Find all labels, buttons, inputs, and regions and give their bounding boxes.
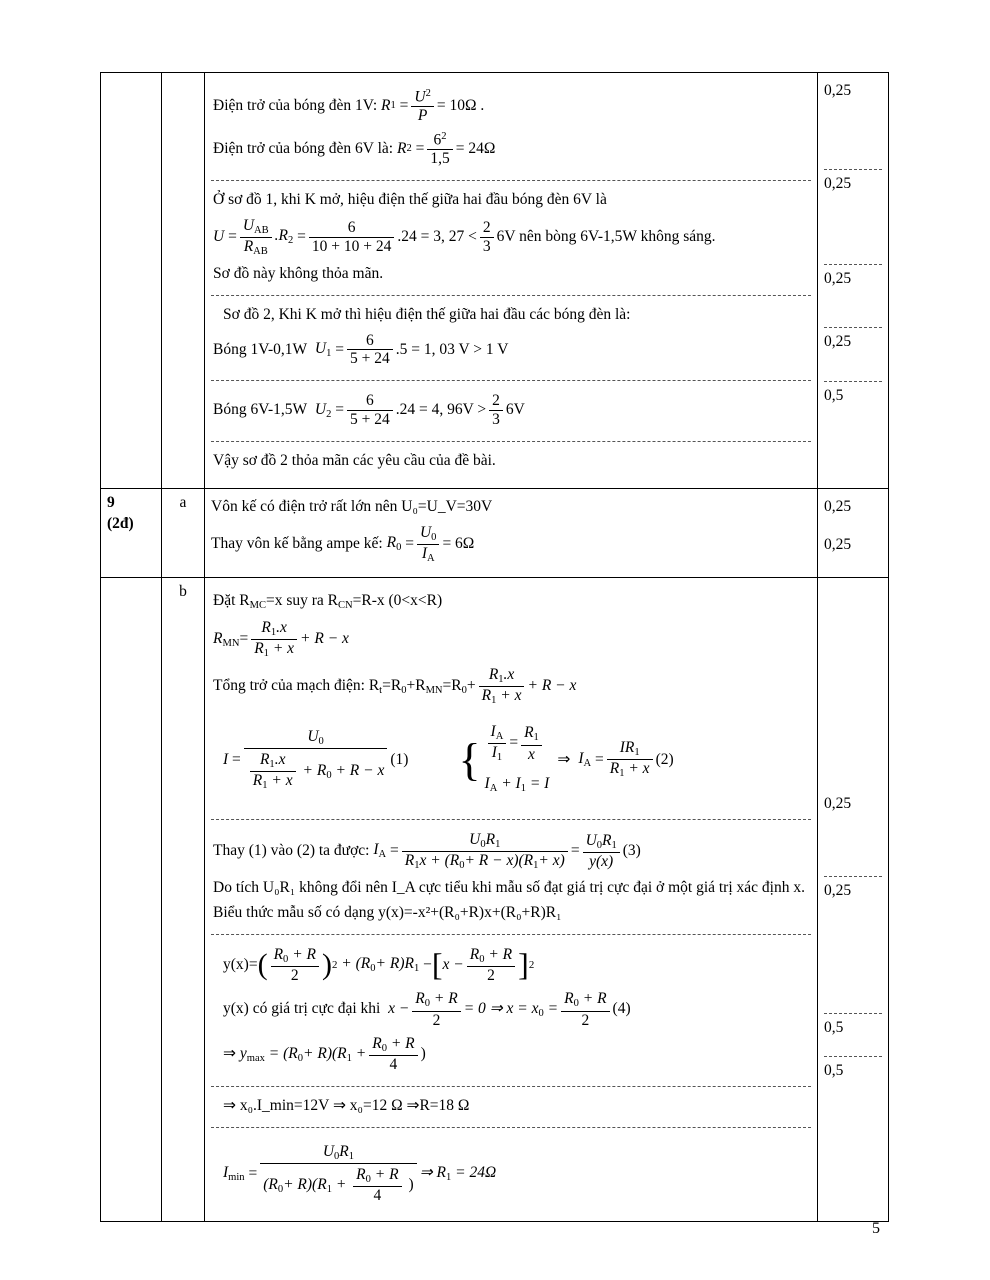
implies-arrow-b: ⇒: [223, 1045, 236, 1063]
nested-fraction: $\frac{R_1.x}{R_1 + x}$: [250, 751, 296, 792]
score-value: 0,25: [824, 535, 852, 553]
equals-1: =: [228, 227, 237, 245]
substitute-text: Thay (1) vào (2) ta được:: [213, 841, 370, 859]
ia-plus-i1: $I_A + I_1 = I$: [484, 775, 550, 795]
ia-expression-fraction: $\frac{IR_1}{R_1 + x}$: [607, 739, 653, 780]
r2-denominator: 1,5: [430, 149, 450, 167]
score-cell-9a: [818, 488, 889, 577]
equals: =: [248, 1164, 258, 1182]
page-number: 5: [872, 1220, 880, 1237]
equals: =: [405, 534, 414, 552]
lamp2-two-thirds: $\frac{2}{3}$: [489, 392, 503, 429]
left-brace: {: [458, 734, 481, 786]
question-number-cell: [101, 488, 162, 577]
score-value: 0,25: [824, 77, 882, 170]
yx-label: y(x)=: [223, 955, 258, 973]
r2-numerator: $6^2$: [427, 131, 452, 150]
open-paren: (: [257, 948, 268, 982]
system-of-equations: [458, 721, 673, 798]
ia-symbol: $I_A$: [578, 749, 592, 769]
close-paren-b: ): [420, 1045, 426, 1063]
explanation-text: Do tích U₀R₁ không đổi nên I_A cực tiểu khi mẫu số đạt giá trị cực đại ở một giá trị xác định x.: [213, 878, 805, 896]
rmc-definition: Đặt $R_{MC}=x$ suy ra $R_{CN}=R-x$ (0<x<R): [213, 591, 443, 611]
yx-middle: + $(R_0+ R)R_1$: [341, 954, 420, 974]
lamp1-equals: =: [335, 340, 344, 358]
equals-2: =: [297, 227, 306, 245]
lamp1-u: $U_1$: [314, 339, 332, 359]
six-over-sum-fraction: [309, 219, 394, 256]
score-value: 0,25: [824, 328, 882, 382]
r2-value: = 24Ω: [455, 139, 496, 157]
rmn-fraction: $\frac{R_1.x}{R_1 + x}$: [251, 619, 297, 660]
r0-value: = 6Ω: [442, 534, 475, 552]
r2-symbol: R: [396, 139, 407, 157]
x0-equation: = 0 ⇒ $x = x_0$ =: [463, 999, 559, 1019]
u-squared: $U^2$: [411, 88, 433, 107]
table-row: [101, 577, 889, 1221]
lamp1-result: .5 = 1, 03 V > 1 V: [395, 340, 509, 358]
denominator-form-text: Biểu thức mẫu số có dạng y(x)=-x²+(R₀+R)x+(R₀+R)R₁: [213, 903, 562, 921]
section-diagram1: [211, 181, 811, 296]
rab: $R_{AB}$: [243, 237, 268, 257]
score-value: 0,25: [824, 497, 852, 515]
r1-index: 1: [390, 100, 396, 112]
r0-plus-r-over-2-d: $\frac{R_0 + R}{2}$: [561, 990, 609, 1029]
uab: $U_{AB}$: [240, 217, 272, 238]
diagram1-conclusion: 6V nên bòng 6V-1,5W không sáng.: [496, 227, 716, 245]
score-spacer: [824, 582, 882, 790]
equals: =: [239, 630, 249, 648]
equation-4-label: (4): [612, 1000, 631, 1018]
equation-2-label: (2): [655, 750, 674, 768]
score-value: 0,5: [824, 1014, 882, 1057]
dot-r2: $.R_2$: [274, 227, 294, 247]
u2-over-p-fraction: [411, 88, 433, 125]
section-conclusion: [211, 442, 811, 482]
voltmeter-line: Vôn kế có điện trở rất lớn nên U₀=U_V=30V: [211, 497, 493, 515]
r2-fraction: [427, 131, 452, 168]
score-value: 0,5: [824, 1061, 844, 1079]
nested-r0-plus-r-over-4: $\frac{R_0 + R}{4}$: [353, 1166, 401, 1205]
diagram2-text: Sơ đồ 2, Khi K mở thì hiệu điện thế giữa hai đầu các bóng đèn là:: [223, 305, 631, 323]
score-cell: [818, 73, 889, 489]
six-numerator: 6: [309, 219, 394, 238]
lamp2-fraction: $\frac{6}{5 + 24}$: [347, 392, 393, 429]
lamp1-fraction: $\frac{6}{5 + 24}$: [347, 332, 393, 369]
score-value: 0,25: [824, 877, 882, 1014]
section-9b-part5: [211, 1128, 811, 1215]
question-number-cell-empty: [101, 577, 162, 1221]
lamp2-mid: .24 = 4, 96V >: [395, 401, 487, 419]
equals: =: [509, 734, 519, 752]
lamp2-u: $U_2$: [314, 400, 332, 420]
answer-body-cell-9b: [205, 577, 818, 1221]
question-number: 9: [107, 493, 115, 511]
rmn-tail: + R − x: [300, 630, 349, 648]
answer-table: [100, 72, 889, 1222]
r0-symbol: $R_0$: [386, 534, 402, 554]
section-resistances: Điện trở của bóng đèn 1V: R 1 = $\frac{U^2}{P}$ = 10Ω . Điện trở của bóng đèn 6V là: R 2 = $\frac{6^2}{1,5}$ = 24Ω: [211, 77, 811, 181]
equals: =: [594, 750, 604, 768]
two-thirds-fraction: $\frac{2}{3}$: [480, 219, 494, 256]
lamp1-label: Bóng 1V-0,1W: [213, 340, 308, 358]
ymax-symbol: $y_{max}$: [239, 1044, 265, 1064]
sum-denominator: 10 + 10 + 24: [311, 237, 392, 255]
lamp2-label: Bóng 6V-1,5W: [213, 401, 308, 419]
sub-question-label-a: a: [162, 488, 205, 577]
section-diagram2-lamp1: [211, 296, 811, 382]
lamp2-equals: =: [335, 401, 344, 419]
equals: =: [232, 750, 241, 768]
u0-over-ia-fraction: $\frac{U_0}{I_A}$: [417, 524, 439, 565]
diagram1-note: Sơ đồ này không thỏa mãn.: [213, 264, 384, 282]
exponent-2: 2: [332, 958, 338, 971]
r2-label: Điện trở của bóng đèn 6V là:: [213, 139, 394, 157]
equals: =: [390, 841, 399, 859]
imin-result: ⇒ $R_1 = 24\Omega$: [419, 1164, 497, 1183]
ia-symbol: $I_A$: [373, 841, 387, 861]
section-9b-part1: [211, 582, 811, 820]
conclusion-text: Vậy sơ đồ 2 thỏa mãn các yêu cầu của đề bài.: [213, 451, 496, 469]
imin-symbol: $I_{min}$: [223, 1164, 245, 1183]
lamp2-tail: 6V: [505, 401, 525, 419]
score-value: 0,25: [824, 790, 882, 877]
r0-plus-r-over-4: $\frac{R_0 + R}{4}$: [369, 1035, 417, 1074]
multiply-24: .24 = 3, 27 <: [397, 227, 477, 245]
answer-body-cell-9a: [205, 488, 818, 577]
section-9b-part3: [211, 935, 811, 1088]
p-symbol: P: [417, 107, 428, 125]
yx-max-text: y(x) có giá trị cực đại khi: [223, 1000, 381, 1018]
implies-arrow: ⇒: [557, 750, 571, 768]
close-bracket: ]: [518, 946, 529, 983]
score-cell-9b: [818, 577, 889, 1221]
x0-imin-line: ⇒ x₀.I_min=12V ⇒ x₀=12 Ω ⇒R=18 Ω: [223, 1097, 470, 1115]
equation-3-label: (3): [622, 841, 641, 859]
section-diagram2-lamp2: [211, 381, 811, 442]
table-row: [101, 488, 889, 577]
r0-plus-r-over-2: $\frac{R_0 + R}{2}$: [271, 946, 319, 985]
r2-index: 2: [406, 143, 412, 155]
section-9b-part2: [211, 820, 811, 935]
score-value: 0,5: [824, 387, 844, 404]
r1-label: Điện trở của bóng đèn 1V:: [213, 96, 378, 114]
rmn-symbol: $R_{MN}$: [213, 629, 240, 649]
ammeter-text: Thay vôn kế bằng ampe kế:: [211, 534, 383, 552]
ia-over-i1-fraction: $\frac{I_A}{I_1}$: [488, 723, 507, 764]
current-symbol: I: [223, 750, 229, 768]
r0-plus-r-over-2-c: $\frac{R_0 + R}{2}$: [412, 990, 460, 1029]
r1-symbol: R: [381, 96, 391, 114]
close-paren: ): [322, 948, 332, 982]
answer-body-cell: [205, 73, 818, 489]
minus-sign: −: [423, 955, 432, 973]
score-value: 0,25: [824, 170, 882, 265]
sub-question-cell: [162, 73, 205, 489]
uab-over-rab-fraction: [240, 217, 272, 258]
question-points: (2đ): [107, 514, 134, 532]
table-row: [101, 73, 889, 489]
total-resistance-tail: + R − x: [527, 677, 577, 695]
equation-1-label: (1): [390, 750, 409, 768]
sub-question-label-b: b: [162, 577, 205, 1221]
ia-full-fraction: $\frac{U_0R_1}{R_1x + (R_0+ R - x)(R_1+ x)}$: [402, 831, 568, 872]
total-resistance-text: Tổng trở của mạch điện: $R_t=R_0+R_{MN}=R_0+$: [213, 676, 476, 696]
current-fraction: $U_0$ $\frac{R_1.x}{R_1 + x}$ + $R_0 + R - x$: [244, 728, 388, 792]
exponent-2b: 2: [528, 958, 535, 971]
ia-yx-fraction: $\frac{U_0R_1}{y(x)}$: [583, 832, 620, 871]
equals: =: [570, 841, 580, 859]
x-minus: x −: [442, 955, 464, 973]
score-value: 0,25: [824, 265, 882, 328]
open-bracket: [: [431, 946, 443, 983]
diagram1-text: Ở sơ đồ 1, khi K mở, hiệu điện thế giữa hai đầu bóng đèn 6V là: [213, 190, 607, 208]
ymax-expr: = $(R_0+ R)(R_1$ +: [268, 1044, 367, 1064]
u-symbol: U: [213, 227, 225, 245]
imin-fraction: $U_0R_1$ $(R_0+ R)(R_1$ + $\frac{R_0 + R}{4}$ ): [260, 1143, 416, 1205]
question-number-cell: [101, 73, 162, 489]
r0-plus-r-over-2-b: $\frac{R_0 + R}{2}$: [467, 946, 515, 985]
r1-value: = 10Ω .: [436, 96, 485, 114]
r1-over-x-fraction: $\frac{R_1}{x}$: [521, 724, 542, 763]
section-9b-part4: [211, 1087, 811, 1128]
total-resistance-fraction: $\frac{R_1.x}{R_1 + x}$: [479, 666, 525, 707]
x-minus-b: x −: [388, 1000, 410, 1018]
